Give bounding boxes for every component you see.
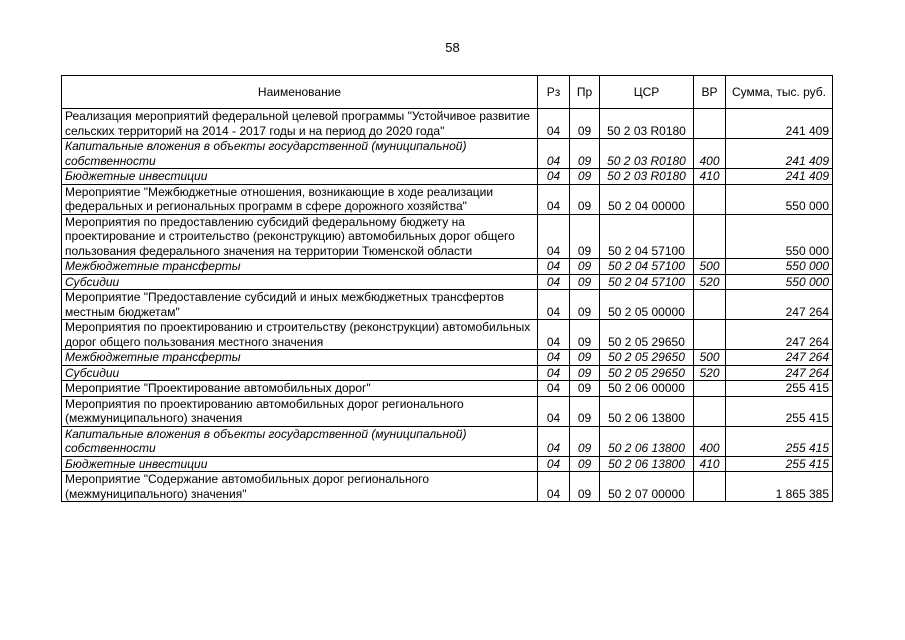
header-rz: Рз — [538, 76, 570, 109]
row-csr: 50 2 03 R0180 — [600, 109, 694, 139]
row-pr: 09 — [570, 396, 600, 426]
table-row — [62, 109, 833, 139]
row-rz: 04 — [538, 350, 570, 366]
row-csr: 50 2 06 13800 — [600, 456, 694, 472]
row-rz: 04 — [538, 456, 570, 472]
table-row — [62, 426, 833, 456]
table-row — [62, 139, 833, 169]
row-pr: 09 — [570, 169, 600, 185]
row-vr: 400 — [694, 426, 726, 456]
row-rz: 04 — [538, 109, 570, 139]
row-pr: 09 — [570, 381, 600, 397]
row-name: Мероприятие "Предоставление субсидий и иных межбюджетных трансфертов местным бюджетам" — [62, 290, 538, 320]
table-row — [62, 396, 833, 426]
row-rz: 04 — [538, 320, 570, 350]
table-row — [62, 381, 833, 397]
row-csr: 50 2 03 R0180 — [600, 169, 694, 185]
row-name: Капитальные вложения в объекты государственной (муниципальной) собственности — [62, 139, 538, 169]
row-sum: 255 415 — [726, 381, 833, 397]
row-csr: 50 2 06 13800 — [600, 396, 694, 426]
row-name: Бюджетные инвестиции — [62, 169, 538, 185]
row-name: Мероприятие "Содержание автомобильных дорог регионального (межмуниципального) значения" — [62, 472, 538, 502]
row-rz: 04 — [538, 396, 570, 426]
table-body — [62, 109, 833, 502]
row-csr: 50 2 04 57100 — [600, 214, 694, 259]
table-row — [62, 350, 833, 366]
row-pr: 09 — [570, 350, 600, 366]
row-sum: 247 264 — [726, 290, 833, 320]
row-sum: 247 264 — [726, 320, 833, 350]
row-rz: 04 — [538, 274, 570, 290]
row-csr: 50 2 07 00000 — [600, 472, 694, 502]
row-csr: 50 2 04 57100 — [600, 274, 694, 290]
row-name: Межбюджетные трансферты — [62, 259, 538, 275]
table-row — [62, 472, 833, 502]
row-csr: 50 2 05 00000 — [600, 290, 694, 320]
table-row — [62, 274, 833, 290]
table-row — [62, 290, 833, 320]
row-rz: 04 — [538, 290, 570, 320]
table-row — [62, 456, 833, 472]
row-name: Капитальные вложения в объекты государственной (муниципальной) собственности — [62, 426, 538, 456]
row-pr: 09 — [570, 426, 600, 456]
row-name: Бюджетные инвестиции — [62, 456, 538, 472]
row-sum: 255 415 — [726, 426, 833, 456]
header-csr: ЦСР — [600, 76, 694, 109]
table-row — [62, 169, 833, 185]
row-pr: 09 — [570, 259, 600, 275]
header-vr: ВР — [694, 76, 726, 109]
row-sum: 255 415 — [726, 456, 833, 472]
header-pr: Пр — [570, 76, 600, 109]
row-rz: 04 — [538, 259, 570, 275]
row-vr: 400 — [694, 139, 726, 169]
row-rz: 04 — [538, 184, 570, 214]
row-vr — [694, 320, 726, 350]
row-csr: 50 2 03 R0180 — [600, 139, 694, 169]
row-vr: 410 — [694, 169, 726, 185]
row-pr: 09 — [570, 214, 600, 259]
row-pr: 09 — [570, 365, 600, 381]
table-row — [62, 365, 833, 381]
row-vr: 410 — [694, 456, 726, 472]
row-sum: 550 000 — [726, 184, 833, 214]
row-pr: 09 — [570, 290, 600, 320]
row-vr: 520 — [694, 365, 726, 381]
row-name: Мероприятия по предоставлению субсидий федеральному бюджету на проектирование и строительство (реконструкцию) автомобильных дорог общего пользования федерального значения на территории Тюменской области — [62, 214, 538, 259]
row-sum: 241 409 — [726, 139, 833, 169]
row-sum: 241 409 — [726, 109, 833, 139]
row-name: Мероприятия по проектированию и строительству (реконструкции) автомобильных дорог общего пользования местного значения — [62, 320, 538, 350]
row-csr: 50 2 04 00000 — [600, 184, 694, 214]
table-row — [62, 214, 833, 259]
row-rz: 04 — [538, 214, 570, 259]
row-csr: 50 2 05 29650 — [600, 365, 694, 381]
row-vr — [694, 290, 726, 320]
header-name: Наименование — [62, 76, 538, 109]
row-vr — [694, 472, 726, 502]
row-pr: 09 — [570, 456, 600, 472]
row-pr: 09 — [570, 184, 600, 214]
row-name: Мероприятия по проектированию автомобильных дорог регионального (межмуниципального) значения — [62, 396, 538, 426]
row-vr — [694, 109, 726, 139]
row-pr: 09 — [570, 472, 600, 502]
row-sum: 255 415 — [726, 396, 833, 426]
table-header-row — [62, 76, 833, 109]
row-vr: 500 — [694, 350, 726, 366]
row-vr — [694, 396, 726, 426]
row-vr — [694, 381, 726, 397]
row-rz: 04 — [538, 139, 570, 169]
row-name: Мероприятие "Проектирование автомобильных дорог" — [62, 381, 538, 397]
row-rz: 04 — [538, 472, 570, 502]
row-rz: 04 — [538, 169, 570, 185]
row-name: Межбюджетные трансферты — [62, 350, 538, 366]
row-vr: 500 — [694, 259, 726, 275]
page-number: 58 — [445, 40, 460, 55]
row-rz: 04 — [538, 365, 570, 381]
row-name: Субсидии — [62, 274, 538, 290]
row-name: Реализация мероприятий федеральной целевой программы "Устойчивое развитие сельских территорий на 2014 - 2017 годы и на период до 2020 года" — [62, 109, 538, 139]
row-rz: 04 — [538, 426, 570, 456]
row-sum: 247 264 — [726, 350, 833, 366]
row-sum: 550 000 — [726, 259, 833, 275]
row-name: Субсидии — [62, 365, 538, 381]
row-sum: 241 409 — [726, 169, 833, 185]
row-csr: 50 2 05 29650 — [600, 350, 694, 366]
row-pr: 09 — [570, 274, 600, 290]
row-sum: 1 865 385 — [726, 472, 833, 502]
row-name: Мероприятие "Межбюджетные отношения, возникающие в ходе реализации федеральных и региональных программ в сфере дорожного хозяйства" — [62, 184, 538, 214]
row-csr: 50 2 06 00000 — [600, 381, 694, 397]
table-row — [62, 320, 833, 350]
row-sum: 550 000 — [726, 274, 833, 290]
row-csr: 50 2 05 29650 — [600, 320, 694, 350]
table-row — [62, 184, 833, 214]
row-rz: 04 — [538, 381, 570, 397]
row-csr: 50 2 04 57100 — [600, 259, 694, 275]
row-vr: 520 — [694, 274, 726, 290]
budget-table — [61, 75, 833, 502]
row-pr: 09 — [570, 320, 600, 350]
row-csr: 50 2 06 13800 — [600, 426, 694, 456]
row-sum: 550 000 — [726, 214, 833, 259]
row-pr: 09 — [570, 109, 600, 139]
header-sum: Сумма, тыс. руб. — [726, 76, 833, 109]
row-sum: 247 264 — [726, 365, 833, 381]
row-vr — [694, 184, 726, 214]
row-vr — [694, 214, 726, 259]
row-pr: 09 — [570, 139, 600, 169]
table-row — [62, 259, 833, 275]
